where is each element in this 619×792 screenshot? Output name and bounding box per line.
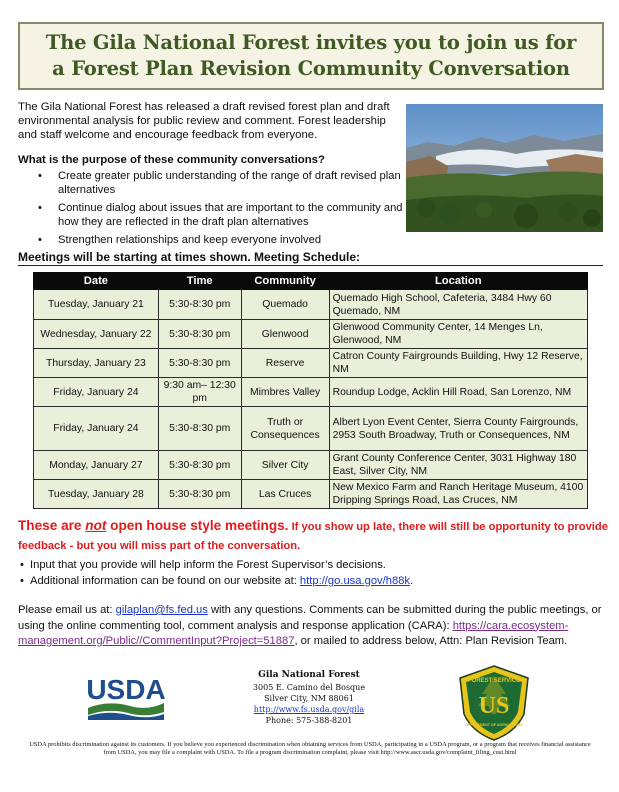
purpose-list (38, 169, 408, 251)
cell-date: Friday, January 24 (34, 407, 159, 451)
contact-text-1: Please email us at: (18, 604, 116, 616)
cell-date: Friday, January 24 (34, 378, 159, 407)
header-location: Location (329, 273, 587, 290)
forest-service-shield-logo (458, 664, 530, 742)
cell-community: Las Cruces (241, 480, 329, 509)
cell-community: Reserve (241, 349, 329, 378)
table-row (34, 320, 588, 349)
cell-location: Roundup Lodge, Acklin Hill Road, San Lorenzo, NM (329, 378, 587, 407)
badge-letters: US (478, 693, 510, 719)
meetings-heading: Meetings will be starting at times shown. Meeting Schedule: (18, 250, 361, 264)
header-date: Date (34, 273, 159, 290)
website-link[interactable]: http://go.usa.gov/h88k (299, 575, 411, 587)
not-open-house-notice (18, 517, 608, 555)
meeting-schedule-table (33, 272, 588, 509)
address-city: Silver City, NM 88061 (264, 694, 354, 703)
table-row (34, 480, 588, 509)
address-phone: Phone: 575-388-8201 (265, 716, 353, 725)
cell-time: 5:30-8:30 pm (158, 349, 241, 378)
cell-time: 5:30-8:30 pm (158, 320, 241, 349)
table-row (34, 349, 588, 378)
cell-location: Albert Lyon Event Center, Sierra County Fairgrounds, 2953 South Broadway, Truth or Consequences, NM (329, 407, 587, 451)
title-line-2: a Forest Plan Revision Community Conversation (52, 57, 570, 80)
info-bullet-end: . (410, 575, 414, 587)
table-row (34, 378, 588, 407)
info-bullet: • Input that you provide will help inform the Forest Supervisor’s decisions. (18, 557, 608, 573)
divider (18, 265, 603, 266)
mailing-address (229, 669, 389, 726)
cell-location: Glenwood Community Center, 14 Menges Ln, Glenwood, NM (329, 320, 587, 349)
title-line-1: The Gila National Forest invites you to join us for (45, 31, 577, 54)
address-org: Gila National Forest (258, 670, 360, 680)
cell-time: 9:30 am– 12:30 pm (158, 378, 241, 407)
cell-location: Catron County Fairgrounds Building, Hwy 12 Reserve, NM (329, 349, 587, 378)
usda-logo-text: USDA (86, 674, 166, 705)
table-row (34, 451, 588, 480)
cell-community: Mimbres Valley (241, 378, 329, 407)
table-row (34, 290, 588, 320)
forest-website-link[interactable]: http://www.fs.usda.gov/gila (253, 705, 365, 714)
nondiscrimination-disclaimer: USDA prohibits discrimination against its customers. If you believe you experienced discrimination when obtaining services from USDA, participating in a USDA program, or a program that receives financial assistance from USDA, you may file a complaint with USDA. To file a program discrimination complaint, please visit http://www.ascr.usda.gov/complaint_filing_cust.html (29, 741, 591, 756)
contact-text-3: , or mailed to address below, Attn: Plan Revision Team. (294, 635, 568, 647)
purpose-bullet: • Continue dialog about issues that are important to the community and how they are reflected in the draft plan alternatives (38, 201, 408, 229)
purpose-bullet: • Strengthen relationships and keep everyone involved (38, 233, 408, 247)
badge-bottom-text: DEPARTMENT OF AGRICULTURE (465, 723, 523, 727)
cell-date: Monday, January 27 (34, 451, 159, 480)
forest-landscape-photo (406, 104, 603, 232)
cell-community: Glenwood (241, 320, 329, 349)
table-header-row (34, 273, 588, 290)
cell-date: Wednesday, January 22 (34, 320, 159, 349)
contact-text-2: with any questions. Comments can be submitted during the public meetings, or using the online commenting tool, comment analysis and response application (CARA): (18, 604, 602, 632)
notice-body: If you show up late, there will still be opportunity to provide feedback - but you will miss part of the conversation. (18, 521, 608, 552)
notice-headline-post: open house style meetings. (106, 518, 289, 533)
header-community: Community (241, 273, 329, 290)
cell-time: 5:30-8:30 pm (158, 480, 241, 509)
cell-location: New Mexico Farm and Ranch Heritage Museum, 4100 Dripping Springs Road, Las Cruces, NM (329, 480, 587, 509)
cell-time: 5:30-8:30 pm (158, 407, 241, 451)
cell-community: Truth or Consequences (241, 407, 329, 451)
cell-date: Tuesday, January 28 (34, 480, 159, 509)
usda-logo (86, 672, 166, 722)
cell-location: Grant County Conference Center, 3031 Highway 180 East, Silver City, NM (329, 451, 587, 480)
cell-community: Quemado (241, 290, 329, 320)
header-time: Time (158, 273, 241, 290)
table-row (34, 407, 588, 451)
purpose-question: What is the purpose of these community conversations? (18, 154, 325, 166)
badge-top-text: FOREST SERVICE (467, 678, 521, 684)
cell-date: Thursday, January 23 (34, 349, 159, 378)
cara-link[interactable]: https://cara.ecosystem-management.org/Public//CommentInput?Project=51887 (18, 619, 569, 647)
cell-time: 5:30-8:30 pm (158, 290, 241, 320)
intro-paragraph: The Gila National Forest has released a draft revised forest plan and draft environmental analysis for public review and comment. Forest leadership and staff welcome and encourage feedback from everyone. (18, 101, 390, 141)
info-bullet-text: Additional information can be found on our website at: (30, 575, 300, 587)
cell-date: Tuesday, January 21 (34, 290, 159, 320)
contact-paragraph (18, 603, 610, 650)
cell-time: 5:30-8:30 pm (158, 451, 241, 480)
cell-location: Quemado High School, Cafeteria, 3484 Hwy 60 Quemado, NM (329, 290, 587, 320)
title-banner (18, 22, 604, 90)
notice-headline-emphasis: not (85, 518, 107, 533)
address-street: 3005 E. Camino del Bosque (252, 683, 366, 692)
info-list (18, 557, 608, 589)
notice-headline-pre: These are (18, 518, 86, 533)
email-link[interactable]: gilaplan@fs.fed.us (115, 604, 208, 616)
cell-community: Silver City (241, 451, 329, 480)
purpose-bullet: • Create greater public understanding of the range of draft revised plan alternatives (38, 169, 408, 197)
info-bullet (18, 573, 608, 589)
